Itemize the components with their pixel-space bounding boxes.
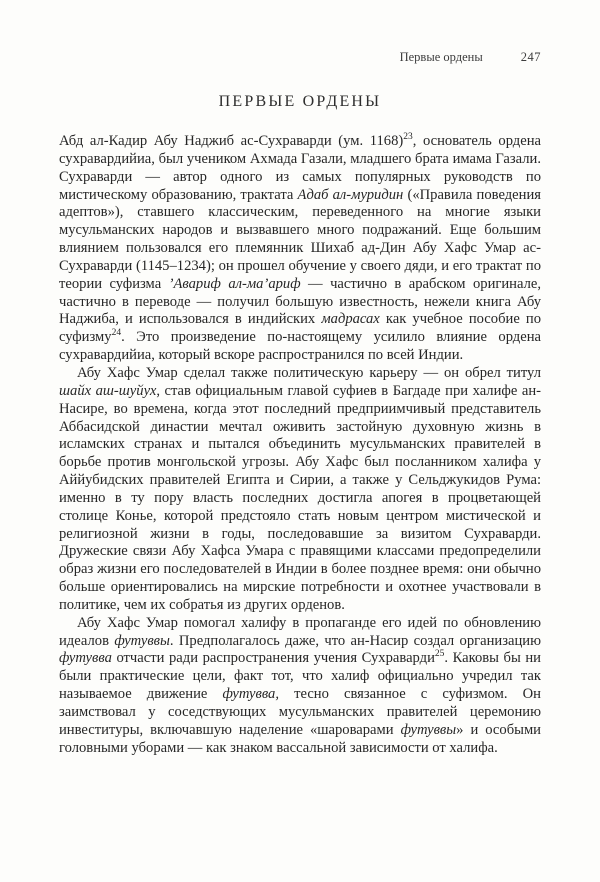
text-run: . Это произведение по-настоящему усилило влияние ордена сухравардийиа, который вскоре распространился по всей Индии. (59, 329, 541, 364)
text-run: . Каковы бы ни были практические цели, факт тот, что халиф официально учредил так называемое движение (59, 650, 541, 703)
text-run: тесно связанное с суфизмом. Он заимствовал у соседствующих мусульманских правителей церемонию инвеституры, включавшую наделение «шароварами (59, 686, 541, 738)
footnote-ref: 23 (403, 132, 413, 143)
paragraph (59, 365, 541, 615)
paragraph (59, 615, 541, 758)
running-header-text: Первые ордены (399, 50, 483, 64)
italic-text: футуввы (114, 632, 170, 649)
text-run: » и особыми головными уборами — как знаком вассальной зависимости от халифа. (59, 721, 541, 756)
running-head (59, 50, 541, 64)
italic-text: футуввы (400, 721, 457, 738)
chapter-title: ПЕРВЫЕ ОРДЕНЫ (218, 93, 382, 110)
body-text (59, 133, 541, 758)
footnote-ref: 24 (111, 328, 122, 339)
text-run: отчасти ради распространения учения Сухраварди (111, 650, 435, 667)
text-run: . Предполагалось даже, что ан-Насир создал организацию (169, 632, 541, 649)
text-run: Абд ал-Кадир Абу Наджиб ас-Сухраварди (ум. 1168) (59, 133, 404, 149)
footnote-ref: 25 (434, 649, 445, 660)
italic-text: мадрасах (321, 311, 380, 328)
italic-text: шайх аш-шуйух (59, 382, 157, 399)
page-number: 247 (520, 50, 541, 64)
italic-text: футувва, (222, 686, 280, 703)
text-run: Абу Хафс Умар помогал халифу в пропаганде его идей по обновлению идеалов (59, 614, 541, 649)
italic-text: ’Авариф ал-ма’ариф (168, 275, 301, 292)
text-run: — частично в арабском оригинале, частично в переводе — получил большую известность, нежели книга Абу Наджиба, и использовался в индийских (59, 275, 541, 328)
text-run: , основатель ордена сухравардийиа, был учеником Ахмада Газали, младшего брата имама Газали. Сухраварди — автор одного из самых популярных руководств по мистическому образованию, трактата (59, 133, 541, 203)
paragraph (59, 133, 541, 365)
text-run: Абу Хафс Умар сделал также политическую карьеру — он обрел титул (77, 364, 541, 381)
text-run: как учебное пособие по суфизму (59, 311, 541, 346)
italic-text: футувва (59, 650, 112, 667)
text-run: , став официальным главой суфиев в Багдаде при халифе ан-Насире, во времена, когда этот последний предприимчивый представитель Аббасидской династии мечтал оживить застойную духовную жизнь в исламских странах и пытался объединить мусульманских правителей в борьбе против монгольской угрозы. Абу Хафс был посланником халифа у Аййубидских правителей Египта и Сирии, а также у Сельджукидов Рума: именно в ту пору власть последних достигла апогея в процветающей столице Конье, которой предстояло стать новым центром мистической и религиозной жизни в годы, последовавшие за визитом Сухраварди. Дружеские связи Абу Хафса Умара с правящими классами предопределили образ жизни его последователей в Индии в более позднее время: они обычно больше ориентировались на мирские потребности и охотнее участвовали в политике, чем их собратья из других орденов. (59, 382, 541, 613)
text-run: («Правила поведения адептов»), ставшего классическим, переведенного на многие языки мусульманских народов и вызвавшего много подражаний. Еще большим влиянием пользовался его племянник Шихаб ад-Дин Абу Хафс Умар ас-Сухраварди (1145–1234); он прошел обучение у своего дяди, и его трактат по теории суфизма (59, 186, 541, 292)
italic-text: Адаб ал-муридин (297, 186, 404, 203)
